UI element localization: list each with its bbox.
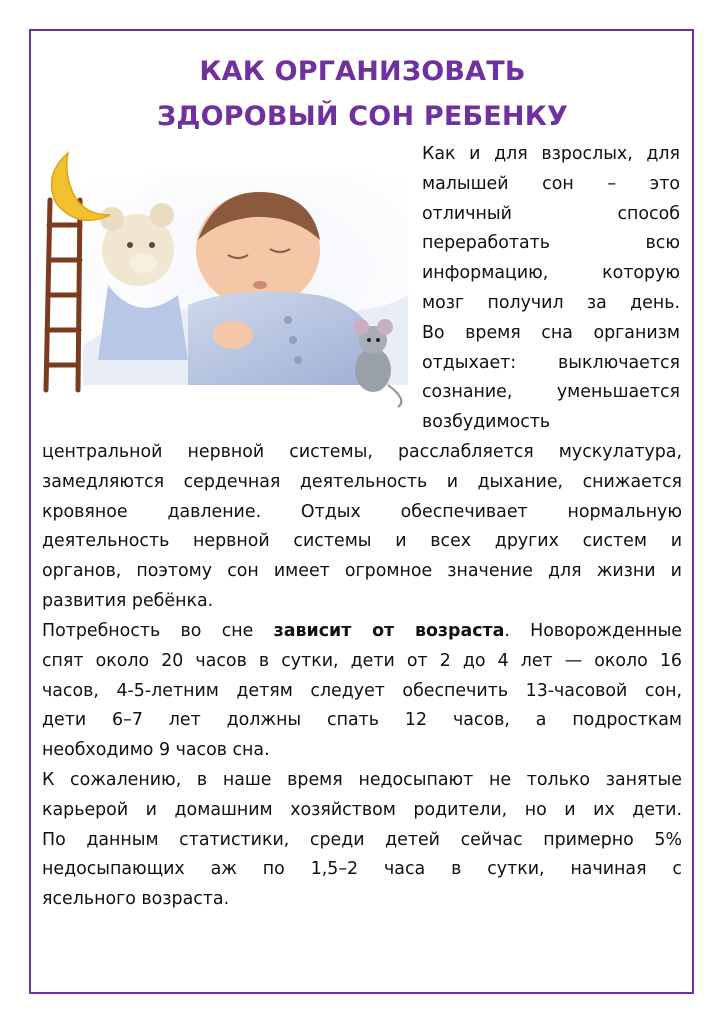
column-line: информацию, которую: [422, 263, 680, 284]
ladder-icon: [46, 200, 80, 390]
page-title-line-1: КАК ОРГАНИЗОВАТЬ: [199, 56, 526, 87]
column-line: мозг получил за день.: [422, 292, 680, 313]
paragraph-line: кровяное давление. Отдых обеспечивает нормальную: [42, 501, 682, 522]
paragraph-line: К сожалению, в наше время недосыпают не только занятые: [42, 770, 682, 790]
paragraph-line: дети 6–7 лет должны спать 12 часов, а подросткам: [42, 710, 682, 731]
paragraph-line: часов, 4-5-летним детям следует обеспечить 13-часовой сон,: [42, 680, 682, 701]
column-line: Как и для взрослых, для: [422, 144, 680, 164]
paragraph-sleep-effects: [42, 438, 682, 617]
paragraph-line: органов, поэтому сон имеет огромное значение для жизни и: [42, 561, 682, 582]
page-title-line-2: ЗДОРОВЫЙ СОН РЕБЕНКУ: [157, 101, 568, 132]
column-line: переработать всю: [422, 233, 680, 254]
paragraph-sleep-by-age: [42, 617, 682, 766]
paragraph-line: деятельность нервной системы и всех других систем и: [42, 531, 682, 552]
paragraph-line: центральной нервной системы, расслабляется мускулатура,: [42, 442, 682, 462]
paragraph-line: По данным статистики, среди детей сейчас примерно 5%: [42, 829, 682, 850]
paragraph-line: [42, 617, 682, 647]
paragraph-line: недосыпающих аж по 1,5–2 часа в сутки, начиная с: [42, 859, 682, 880]
paragraph-text: . Новорожденные: [504, 621, 682, 641]
paragraph-line: необходимо 9 часов сна.: [42, 740, 270, 761]
column-line: отличный способ: [422, 203, 680, 224]
paragraph-line: карьерой и домашним хозяйством родители, но и их дети.: [42, 799, 682, 820]
paragraph-line: замедляются сердечная деятельность и дыхание, снижается: [42, 471, 682, 492]
paragraph-sleep-deprivation: [42, 766, 682, 915]
column-line: малышей сон – это: [422, 173, 680, 194]
paragraph-line: развития ребёнка.: [42, 590, 214, 611]
paragraph-line: ясельного возраста.: [42, 889, 230, 910]
column-line: возбудимость: [422, 412, 551, 433]
sleeping-baby-illustration: [38, 145, 416, 410]
column-line: сознание, уменьшается: [422, 382, 680, 403]
emphasis-text: зависит от возраста: [273, 621, 505, 641]
paragraph-text: Потребность во сне: [42, 621, 274, 641]
paragraph-line: спят около 20 часов в сутки, дети от 2 до 4 лет — около 16: [42, 650, 682, 671]
column-line: Во время сна организм: [422, 322, 680, 343]
column-line: отдыхает: выключается: [422, 352, 680, 373]
intro-column: [422, 140, 680, 438]
